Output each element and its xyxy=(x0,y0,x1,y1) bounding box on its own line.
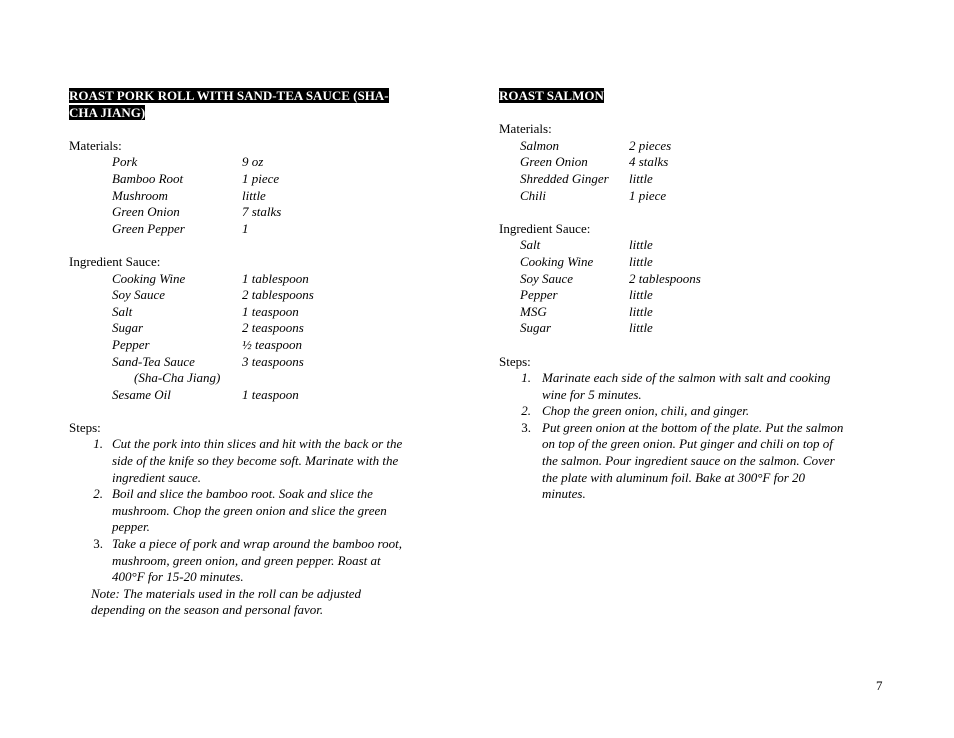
steps-label: Steps: xyxy=(499,353,531,369)
sauce-row xyxy=(69,354,449,371)
material-row xyxy=(499,188,889,205)
sauce-qty: ½ teaspoon xyxy=(242,336,302,352)
recipe-title-line-1: ROAST PORK ROLL WITH SAND-TEA SAUCE (SHA- xyxy=(69,88,389,103)
sauce-qty: 2 tablespoons xyxy=(242,287,314,303)
sauce-list xyxy=(499,237,889,337)
material-name: Bamboo Root xyxy=(112,170,184,186)
sauce-name: Sugar xyxy=(112,320,144,336)
sauce-row xyxy=(69,387,449,404)
sauce-qty: little xyxy=(629,320,653,336)
step-text: Take a piece of pork and wrap around the bamboo root, mushroom, green onion, and green pepper. Roast at 400°F for 15-20 minutes. xyxy=(112,536,402,585)
step-item xyxy=(499,370,889,403)
material-qty: little xyxy=(242,187,266,203)
sauce-qty: 1 teaspoon xyxy=(242,303,299,319)
step-number: 3. xyxy=(93,536,103,552)
material-qty: 2 pieces xyxy=(629,137,672,153)
sauce-row xyxy=(69,320,449,337)
material-row xyxy=(69,171,449,188)
recipe-roast-pork-roll xyxy=(69,88,449,619)
material-qty: 9 oz xyxy=(242,154,264,170)
sauce-row xyxy=(499,287,889,304)
sauce-subnote: (Sha-Cha Jiang) xyxy=(134,370,221,386)
step-text: Marinate each side of the salmon with salt and cooking wine for 5 minutes. xyxy=(542,370,831,402)
recipe-note: Note: The materials used in the roll can be adjusted depending on the season and personal favor. xyxy=(91,585,361,618)
sauce-qty: 2 tablespoons xyxy=(629,270,701,286)
step-text: Cut the pork into thin slices and hit with the back or the side of the knife so they become soft. Marinate with the ingredient sauce. xyxy=(112,436,403,485)
sauce-qty: 1 teaspoon xyxy=(242,386,299,402)
step-item xyxy=(499,420,889,503)
step-text: Put green onion at the bottom of the plate. Put the salmon on top of the green onion. Put ginger and chili on top of the salmon. Pour ingredient sauce on the salmon. Cover the plate with aluminum foil. Bake at 300°F for 20 minutes. xyxy=(542,419,844,502)
material-name: Green Onion xyxy=(520,154,588,170)
sauce-name: Cooking Wine xyxy=(112,270,186,286)
page-number: 7 xyxy=(876,678,883,693)
sauce-name: Sand-Tea Sauce xyxy=(112,353,195,369)
sauce-name: MSG xyxy=(520,303,547,319)
material-name: Green Onion xyxy=(112,204,180,220)
sauce-qty: 1 tablespoon xyxy=(242,270,309,286)
sauce-row xyxy=(69,271,449,288)
sauce-list xyxy=(69,271,449,404)
sauce-name: Pepper xyxy=(112,336,150,352)
material-row xyxy=(69,154,449,171)
material-qty: 7 stalks xyxy=(242,204,282,220)
sauce-qty: little xyxy=(629,253,653,269)
materials-label: Materials: xyxy=(69,137,122,153)
ingredient-sauce-label: Ingredient Sauce: xyxy=(69,253,161,269)
sauce-name: Soy Sauce xyxy=(520,270,574,286)
sauce-row xyxy=(499,271,889,288)
step-number: 1. xyxy=(93,436,103,452)
material-name: Pork xyxy=(112,154,138,170)
material-row xyxy=(69,204,449,221)
sauce-row xyxy=(69,287,449,304)
step-number: 2. xyxy=(521,403,531,419)
steps-list xyxy=(69,436,449,585)
sauce-name: Soy Sauce xyxy=(112,287,166,303)
sauce-row xyxy=(499,304,889,321)
sauce-qty: 2 teaspoons xyxy=(242,320,304,336)
sauce-row xyxy=(69,304,449,321)
material-qty: little xyxy=(629,170,653,186)
materials-list xyxy=(69,154,449,237)
material-name: Shredded Ginger xyxy=(520,170,609,186)
steps-label: Steps: xyxy=(69,419,101,435)
sauce-row xyxy=(69,337,449,354)
step-text: Boil and slice the bamboo root. Soak and slice the mushroom. Chop the green onion and slice the green pepper. xyxy=(112,486,387,535)
recipe-title-line-2: CHA JIANG) xyxy=(69,104,146,120)
sauce-name: Sesame Oil xyxy=(112,386,171,402)
sauce-name: Pepper xyxy=(520,287,558,303)
material-name: Mushroom xyxy=(112,187,168,203)
step-item xyxy=(499,403,889,420)
material-row xyxy=(69,221,449,238)
material-qty: 1 piece xyxy=(242,170,280,186)
material-qty: 1 xyxy=(242,220,249,236)
sauce-name: Cooking Wine xyxy=(520,253,594,269)
material-name: Salmon xyxy=(520,137,559,153)
sauce-row xyxy=(499,254,889,271)
material-row xyxy=(69,188,449,205)
recipe-roast-salmon xyxy=(499,88,889,503)
step-number: 2. xyxy=(93,486,103,502)
sauce-qty: little xyxy=(629,303,653,319)
material-name: Chili xyxy=(520,187,547,203)
material-row xyxy=(499,171,889,188)
sauce-row xyxy=(499,320,889,337)
materials-label: Materials: xyxy=(499,121,552,137)
material-name: Green Pepper xyxy=(112,220,185,236)
recipe-title xyxy=(69,88,429,121)
ingredient-sauce-label: Ingredient Sauce: xyxy=(499,220,591,236)
sauce-qty: 3 teaspoons xyxy=(242,353,304,369)
sauce-qty: little xyxy=(629,237,653,253)
step-number: 1. xyxy=(521,370,531,386)
step-number: 3. xyxy=(521,419,531,435)
sauce-name: Sugar xyxy=(520,320,552,336)
material-row xyxy=(499,154,889,171)
step-item xyxy=(69,436,449,486)
sauce-name: Salt xyxy=(112,303,133,319)
steps-list xyxy=(499,370,889,503)
material-row xyxy=(499,138,889,155)
recipe-title xyxy=(499,88,889,105)
recipe-title-line-1: ROAST SALMON xyxy=(499,88,604,103)
sauce-row xyxy=(499,237,889,254)
step-text: Chop the green onion, chili, and ginger. xyxy=(542,403,750,419)
material-qty: 1 piece xyxy=(629,187,667,203)
step-item xyxy=(69,486,449,536)
step-item xyxy=(69,536,449,586)
sauce-name: Salt xyxy=(520,237,541,253)
material-qty: 4 stalks xyxy=(629,154,669,170)
materials-list xyxy=(499,138,889,204)
sauce-qty: little xyxy=(629,287,653,303)
